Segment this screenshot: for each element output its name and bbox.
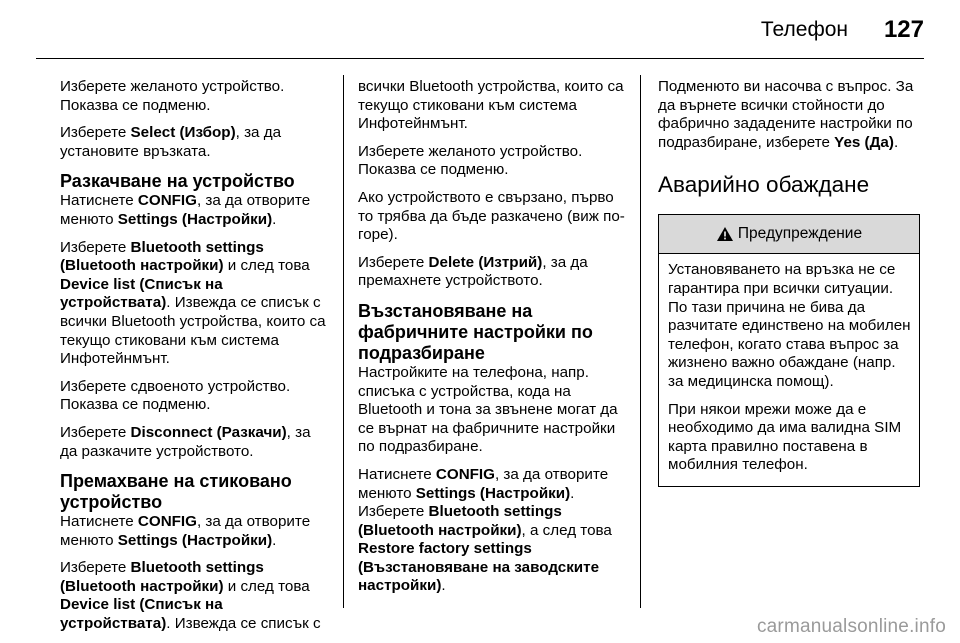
- paragraph: всички Bluetooth устройства, които са текущо стиковани към система Инфотейнмънт.: [358, 78, 624, 133]
- column-divider: [343, 75, 344, 608]
- paragraph: Установяването на връзка не се гарантира при всички ситуации. По тази причина не бива да разчитате единствено на мобилен телефон, когато става въпрос за жизнено важно обаждане (напр. за медицинска помощ).: [668, 261, 911, 390]
- section-heading-emergency: Аварийно обаждане: [658, 172, 870, 198]
- section-heading-restore: Възстановяване на фабричните настройки по подразбиране: [358, 300, 593, 363]
- section-heading-disconnect: Разкачване на устройство: [60, 171, 295, 192]
- paragraph: При някои мрежи може да е необходимо да има валидна SIM карта правилно поставена в мобилния телефон.: [668, 400, 902, 474]
- paragraph: Изберете сдвоеното устройство. Показва се подменю.: [60, 377, 291, 414]
- watermark-text: carmanualsonline.info: [756, 616, 946, 637]
- paragraph: Изберете Delete (Изтрий), за да премахнете устройството.: [358, 253, 588, 290]
- page-header: [0, 0, 960, 58]
- paragraph: Натиснете CONFIG, за да отворите менюто Settings (Настройки).: [60, 192, 311, 228]
- paragraph: Изберете желаното устройство. Показва се подменю.: [358, 142, 583, 179]
- paragraph: Изберете Select (Избор), за да установите връзката.: [60, 124, 282, 160]
- paragraph: Изберете Bluetooth settings (Bluetooth настройки) и след това Device list (Списък на устройствата). Извежда се списък с: [60, 559, 321, 633]
- paragraph: Подменюто ви насочва с въпрос. За да върнете всички стойности до фабрично зададените настройки по подразбиране, изберете Yes (Да).: [658, 78, 914, 151]
- section-heading-remove: Премахване на стиковано устройство: [60, 471, 292, 513]
- warning-header: [659, 215, 919, 254]
- page-title: Телефон: [760, 18, 848, 41]
- column-1: [60, 78, 330, 643]
- paragraph: Изберете желаното устройство. Показва се подменю.: [60, 78, 285, 114]
- warning-triangle-icon: [716, 226, 734, 242]
- paragraph: Натиснете CONFIG, за да отворите менюто Settings (Настройки). Изберете Bluetooth settings (Bluetooth настройки), а след това Restore factory settings (Възстановяване на заводските настройки).: [358, 465, 612, 595]
- column-divider: [640, 75, 641, 608]
- paragraph: Изберете Disconnect (Разкачи), за да разкачите устройството.: [60, 423, 311, 460]
- page-number: 127: [883, 16, 924, 43]
- warning-body: [659, 254, 919, 486]
- warning-title: Предупреждение: [737, 225, 863, 243]
- column-3: [658, 78, 920, 487]
- column-2: [358, 78, 630, 605]
- paragraph: Натиснете CONFIG, за да отворите менюто Settings (Настройки).: [60, 513, 311, 549]
- paragraph: Изберете Bluetooth settings (Bluetooth настройки) и след това Device list (Списък на устройствата). Извежда се списък с всички Bluetooth устройства, които са текущо стиковани към система Инфотейнмънт.: [60, 238, 326, 368]
- warning-box: [658, 214, 920, 487]
- paragraph: Ако устройството е свързано, първо то трябва да бъде разкачено (виж по-горе).: [358, 188, 625, 244]
- header-divider: [36, 58, 924, 59]
- paragraph: Настройките на телефона, напр. списъка с устройства, кода на Bluetooth и тона за звънене могат да се върнат на фабричните настройки по подразбиране.: [358, 363, 618, 456]
